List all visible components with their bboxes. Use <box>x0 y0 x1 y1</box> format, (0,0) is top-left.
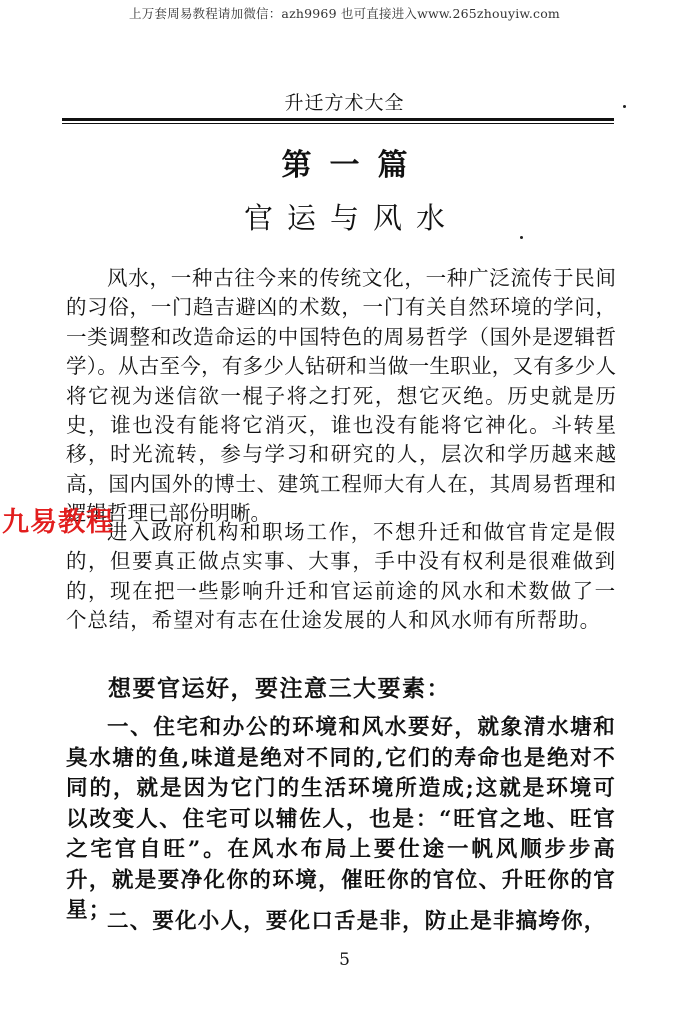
scan-speck <box>520 236 523 239</box>
top-watermark-text: 上万套周易教程请加微信：azh9969 也可直接进入www.265zhouyiw.com <box>129 6 560 21</box>
header-rule <box>62 118 614 121</box>
section-title: 官运与风水 <box>243 201 459 235</box>
body-paragraph-1 <box>66 264 616 529</box>
running-header-title: 升迁方术大全 <box>284 92 405 114</box>
paragraph-text: 风水，一种古往今来的传统文化，一种广泛流传于民间的习俗，一门趋吉避凶的术数，一门有关自然环境的学问，一类调整和改造命运的中国特色的周易哲学（国外是逻辑哲学）。从古至今，有多少人钻研和当做一生职业，又有多少人将它视为迷信欲一棍子将之打死，想它灭绝。历史就是历史，谁也没有能将它消灭，谁也没有能将它神化。斗转星移，时光流转，参与学习和研究的人，层次和学历越来越高，国内国外的博士、建筑工程师大有人在，其周易哲理和逻辑哲理已部份明晰。 <box>66 266 616 526</box>
body-paragraph-2 <box>66 518 616 636</box>
paragraph-text: 二、要化小人，要化口舌是非，防止是非搞垮你， <box>107 909 607 934</box>
paragraph-text: 进入政府机构和职场工作，不想升迁和做官肯定是假的，但要真正做点实事、大事，手中没有权利是很难做到的，现在把一些影响升迁和官运前途的风水和术数做了一个总结，希望对有志在仕途发展的人和风水师有所帮助。 <box>66 520 616 633</box>
scan-speck <box>623 105 626 108</box>
requirements-heading: 想要官运好，要注意三大要素： <box>108 675 451 702</box>
requirement-item-1 <box>66 713 616 927</box>
page-number: 5 <box>339 950 350 970</box>
header-rule-thin <box>62 123 614 124</box>
chapter-heading: 第一篇 <box>281 148 426 183</box>
requirement-item-2 <box>66 907 616 938</box>
brand-watermark: 九易教程 <box>2 507 114 538</box>
paragraph-text: 一、住宅和办公的环境和风水要好，就象清水塘和臭水塘的鱼,味道是绝对不同的,它们的寿命也是绝对不同的，就是因为它门的生活环境所造成;这就是环境可以改变人、住宅可以辅佐人，也是：“旺官之地、旺官之宅官自旺”。在风水布局上要仕途一帆风顺步步高升，就是要净化你的环境，催旺你的官位、升旺你的官星； <box>66 715 616 923</box>
